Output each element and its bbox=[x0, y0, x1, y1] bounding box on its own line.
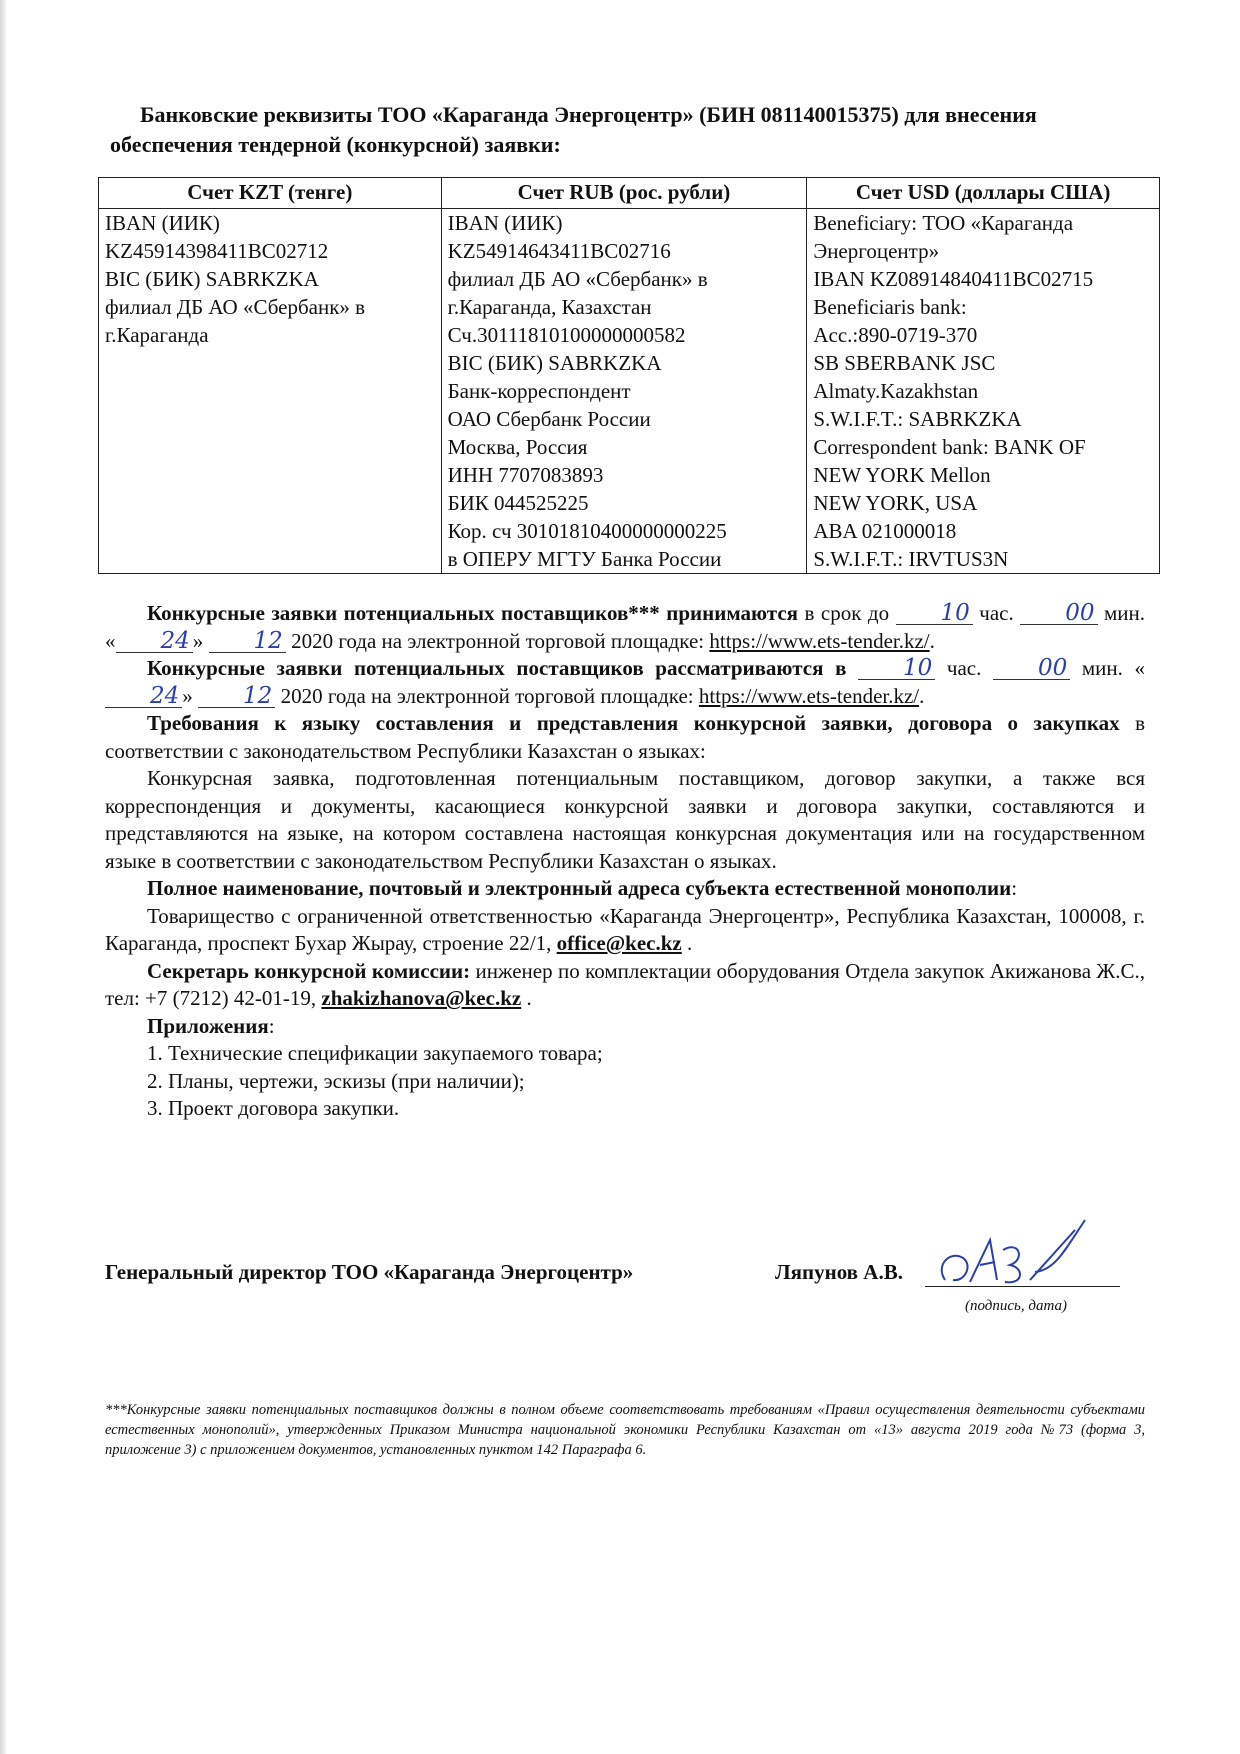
cell-kzt bbox=[99, 209, 442, 574]
language-bold: Требования к языку составления и представления конкурсной заявки, договора о закупках bbox=[147, 711, 1120, 735]
usd-line: S.W.I.F.T.: IRVTUS3N bbox=[813, 547, 1009, 571]
usd-line: SB SBERBANK JSC bbox=[813, 351, 996, 375]
rub-line: BIC (БИК) SABRKZKA bbox=[447, 351, 662, 375]
address-colon: : bbox=[1011, 876, 1018, 900]
director-title: Генеральный директор ТОО «Караганда Энергоцентр» bbox=[105, 1260, 634, 1284]
rub-line: Москва, Россия bbox=[447, 435, 588, 459]
acceptance-text: . bbox=[929, 628, 935, 653]
acceptance-text: » bbox=[192, 628, 209, 653]
handwritten-month: 12 bbox=[209, 630, 286, 653]
address-text: Товарищество с ограниченной ответственностью «Караганда Энергоцентр», Республика Казахстан, 100008, г. Караганда, проспект Бухар Жырау, строение 22/1, bbox=[105, 903, 1145, 955]
handwritten-hour: 10 bbox=[858, 657, 935, 680]
header-rub: Счет RUB (рос. рубли) bbox=[441, 178, 807, 209]
director-name: Ляпунов А.В. bbox=[775, 1260, 903, 1284]
secretary-text: инженер по комплектации оборудования Отдела закупок Акижанова Ж.С., тел: +7 (7212) 42-01-19, bbox=[105, 958, 1145, 1010]
usd-line: S.W.I.F.T.: SABRKZKA bbox=[813, 407, 1022, 431]
handwritten-hour: 10 bbox=[896, 602, 973, 625]
appendices-colon: : bbox=[268, 1013, 275, 1038]
tender-link[interactable]: https://www.ets-tender.kz/ bbox=[709, 628, 930, 653]
review-text: мин. « bbox=[1070, 656, 1145, 680]
usd-line: IBAN KZ08914840411BC02715 bbox=[813, 267, 1094, 291]
bank-details-table bbox=[98, 177, 1160, 574]
address-bold: Полное наименование, почтовый и электронный адреса субъекта естественной монополии bbox=[147, 876, 1012, 900]
handwritten-month: 12 bbox=[198, 685, 275, 708]
kzt-line: IBAN (ИИК) bbox=[105, 211, 220, 235]
acceptance-text: час. bbox=[972, 601, 1021, 625]
kzt-line: BIC (БИК) SABRKZKA bbox=[105, 267, 319, 291]
cell-usd bbox=[807, 209, 1160, 574]
review-paragraph bbox=[105, 655, 1145, 710]
document-body bbox=[105, 600, 1145, 1123]
review-text: в bbox=[823, 656, 859, 680]
handwritten-day: 24 bbox=[105, 685, 182, 708]
kzt-line: филиал ДБ АО «Сбербанк» в bbox=[105, 295, 366, 319]
appendix-item: 2. Планы, чертежи, эскизы (при наличии); bbox=[147, 1068, 525, 1093]
acceptance-paragraph bbox=[105, 600, 1145, 655]
footnote: ***Конкурсные заявки потенциальных поставщиков должны в полном объеме соответствовать требованиям «Правил осуществления деятельности субъектами естественных монополий», утвержденных Приказом Министра национальной экономики Республики Казахстан от «13» августа 2019 года №73 (форма 3, приложение 3) с приложением документов, установленных пунктом 142 Параграфа 6. bbox=[105, 1402, 1145, 1458]
usd-line: Beneficiary: ТОО «Караганда bbox=[813, 211, 1074, 235]
appendix-item: 3. Проект договора закупки. bbox=[147, 1096, 400, 1120]
table-header-row bbox=[99, 178, 1160, 209]
document-heading bbox=[110, 100, 1150, 160]
acceptance-text: 2020 года на электронной торговой площадке: bbox=[285, 628, 710, 653]
table-row bbox=[99, 209, 1160, 574]
review-bold: Конкурсные заявки потенциальных поставщиков рассматриваются bbox=[147, 656, 824, 680]
address-end: . bbox=[681, 931, 693, 955]
rub-line: ИНН 7707083893 bbox=[447, 463, 604, 487]
language-rest: в соответствии с законодательством Республики Казахстан о языках: bbox=[105, 711, 1146, 763]
secretary-bold: Секретарь конкурсной комиссии: bbox=[147, 958, 471, 983]
handwritten-minute: 00 bbox=[993, 657, 1070, 680]
rub-line: филиал ДБ АО «Сбербанк» в bbox=[447, 267, 708, 291]
usd-line: ABA 021000018 bbox=[813, 519, 957, 543]
header-kzt: Счет KZT (тенге) bbox=[99, 178, 442, 209]
handwritten-day: 24 bbox=[116, 630, 193, 653]
tender-link[interactable]: https://www.ets-tender.kz/ bbox=[698, 683, 920, 708]
acceptance-bold: Конкурсные заявки потенциальных поставщиков*** принимаются bbox=[147, 601, 799, 625]
scan-edge bbox=[0, 0, 6, 1754]
rub-line: Банк-корреспондент bbox=[447, 379, 631, 403]
rub-line: Сч.30111810100000000582 bbox=[447, 323, 686, 347]
secretary-email-link[interactable]: zhakizhanova@kec.kz bbox=[321, 986, 522, 1010]
usd-line: Almaty.Kazakhstan bbox=[813, 379, 979, 403]
usd-line: Acc.:890-0719-370 bbox=[813, 323, 978, 347]
acceptance-text: мин. « bbox=[105, 601, 1146, 653]
header-usd: Счет USD (доллары США) bbox=[807, 178, 1160, 209]
kzt-line: KZ45914398411BC02712 bbox=[105, 239, 329, 263]
review-text: . bbox=[919, 683, 925, 708]
rub-line: IBAN (ИИК) bbox=[447, 211, 563, 235]
secretary-end: . bbox=[521, 986, 532, 1010]
secretary-paragraph bbox=[105, 958, 1145, 1013]
heading-line-1: Банковские реквизиты ТОО «Караганда Энергоцентр» (БИН 081140015375) для внесения bbox=[140, 102, 1037, 127]
rub-line: г.Караганда, Казахстан bbox=[447, 295, 652, 319]
review-text: » bbox=[182, 683, 199, 708]
kzt-line: г.Караганда bbox=[105, 323, 209, 347]
usd-line: Correspondent bank: BANK OF bbox=[813, 435, 1086, 459]
usd-line: Энергоцентр» bbox=[813, 239, 940, 263]
usd-line: NEW YORK, USA bbox=[813, 491, 978, 515]
language-heading bbox=[105, 710, 1145, 765]
office-email-link[interactable]: office@kec.kz bbox=[556, 931, 682, 955]
appendix-item: 1. Технические спецификации закупаемого товара; bbox=[147, 1041, 603, 1065]
usd-line: Beneficiaris bank: bbox=[813, 295, 967, 319]
rub-line: в ОПЕРУ МГТУ Банка России bbox=[447, 547, 722, 571]
heading-line-2: обеспечения тендерной (конкурсной) заявки: bbox=[110, 132, 561, 157]
signature-caption: (подпись, дата) bbox=[965, 1298, 1067, 1314]
acceptance-text: в срок до bbox=[798, 601, 896, 625]
cell-rub bbox=[441, 209, 807, 574]
review-text: час. bbox=[935, 656, 993, 680]
appendices-title bbox=[105, 1013, 1145, 1041]
usd-line: NEW YORK Mellon bbox=[813, 463, 991, 487]
rub-line: Кор. сч 30101810400000000225 bbox=[447, 519, 727, 543]
handwritten-minute: 00 bbox=[1020, 602, 1097, 625]
address-heading bbox=[105, 875, 1145, 903]
rub-line: KZ54914643411BC02716 bbox=[447, 239, 671, 263]
rub-line: БИК 044525225 bbox=[447, 491, 589, 515]
signature-line bbox=[925, 1286, 1120, 1287]
appendices-title-text: Приложения bbox=[147, 1013, 269, 1038]
rub-line: ОАО Сбербанк России bbox=[447, 407, 651, 431]
address-body bbox=[105, 903, 1145, 958]
review-text: 2020 года на электронной торговой площадке: bbox=[275, 683, 699, 708]
language-body: Конкурсная заявка, подготовленная потенциальным поставщиком, договор закупки, а также вся корреспонденция и документы, касающиеся конкурсной заявки и договора закупки, составляются и представляются на языке, на котором составлена настоящая конкурсная документация или на государственном языке в соответствии с законодательством Республики Казахстан о языках. bbox=[105, 766, 1145, 873]
